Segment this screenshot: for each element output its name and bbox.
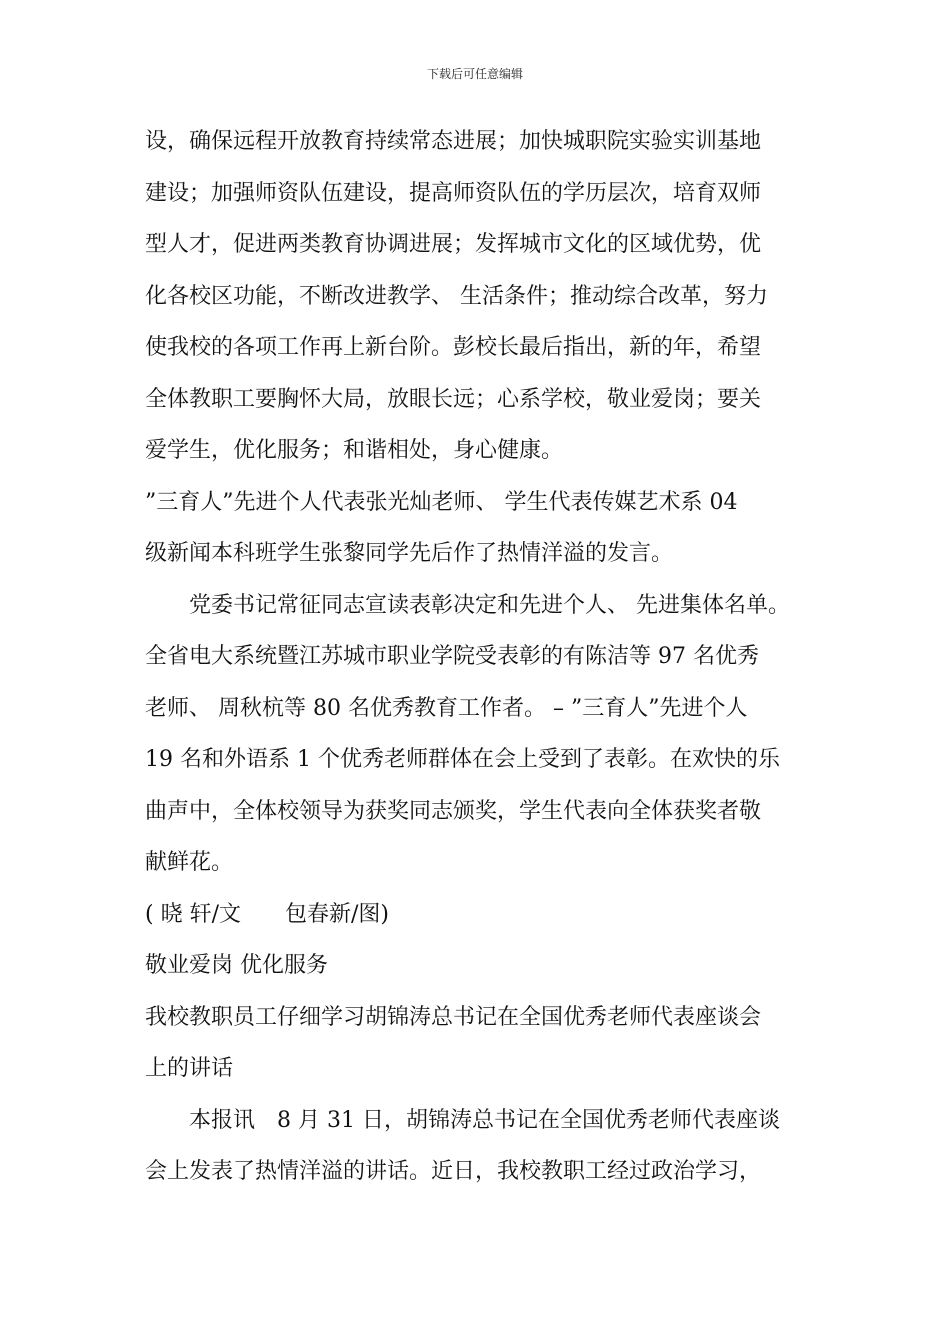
photo-credit-line: ( 晓 轩/文 包春新/图) (145, 901, 389, 927)
text-line: 党委书记常征同志宣读表彰决定和先进个人、 先进集体名单。 (145, 592, 790, 618)
text-line: 献鲜花。 (145, 850, 234, 875)
text-line: 19 名和外语系 1 个优秀老师群体在会上受到了表彰。在欢快的乐 (145, 747, 780, 772)
text-line: 爱学生，优化服务；和谐相处，身心健康。 (145, 438, 564, 463)
text-line: 级新闻本科班学生张黎同学先后作了热情洋溢的发言。 (145, 541, 674, 566)
text-line: 使我校的各项工作再上新台阶。彭校长最后指出，新的年，希望 (145, 335, 762, 360)
section-title: 敬业爱岗 优化服务 (145, 953, 328, 978)
text-line: 曲声中，全体校领导为获奖同志颁奖，学生代表向全体获奖者敬 (145, 798, 762, 824)
text-line: 本报讯 8 月 31 日，胡锦涛总书记在全国优秀老师代表座谈 (145, 1107, 780, 1133)
text-line: 会上发表了热情洋溢的讲话。近日，我校教职工经过政治学习， (145, 1159, 762, 1184)
text-line: ”三育人”先进个人代表张光灿老师、 学生代表传媒艺术系 04 (145, 489, 738, 515)
text-line: 全省电大系统暨江苏城市职业学院受表彰的有陈洁等 97 名优秀 (145, 644, 759, 669)
text-line: 全体教职工要胸怀大局，放眼长远；心系学校，敬业爱岗；要关 (145, 386, 762, 412)
page-header: 下载后可任意编辑 (426, 67, 523, 81)
document-body (145, 116, 815, 1198)
text-line: 化各校区功能，不断改进教学、 生活条件；推动综合改革，努力 (145, 283, 768, 309)
text-line: 型人才，促进两类教育协调进展；发挥城市文化的区域优势，优 (145, 232, 762, 257)
text-line: 老师、 周秋杭等 80 名优秀教育工作者。 – ”三育人”先进个人 (145, 695, 748, 721)
text-line: 建设；加强师资队伍建设，提高师资队伍的学历层次，培育双师 (145, 180, 762, 206)
text-line: 设，确保远程开放教育持续常态进展；加快城职院实验实训基地 (145, 129, 762, 154)
article-headline: 我校教职员工仔细学习胡锦涛总书记在全国优秀老师代表座谈会 (145, 1004, 762, 1030)
article-headline: 上的讲话 (145, 1056, 234, 1081)
